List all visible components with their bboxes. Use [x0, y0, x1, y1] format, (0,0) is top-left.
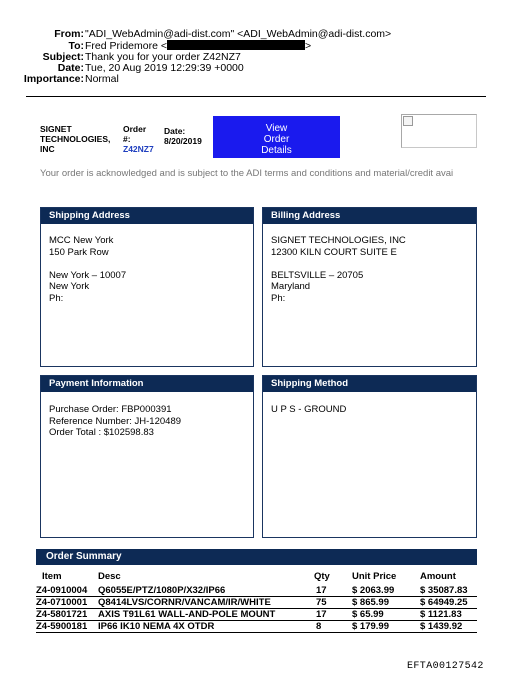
- importance-value: Normal: [85, 73, 119, 85]
- order-number-block: Order #: Z42NZ7: [123, 124, 154, 154]
- billing-address-panel: [262, 207, 477, 367]
- cell-qty: 17: [314, 585, 348, 597]
- cell-item: Z4-0910004: [36, 585, 98, 597]
- cell-qty: 8: [314, 621, 348, 633]
- billing-line: SIGNET TECHNOLOGIES, INC: [271, 235, 406, 246]
- billing-line: Maryland: [271, 281, 311, 292]
- panel-title: Shipping Address: [41, 208, 253, 224]
- payment-information-panel: [40, 375, 254, 538]
- shipping-line: Ph:: [49, 292, 64, 304]
- order-summary-title: Order Summary: [36, 549, 477, 565]
- shipping-method-value: U P S - GROUND: [271, 404, 347, 415]
- col-item: Item: [42, 571, 62, 582]
- subject-value: Thank you for your order Z42NZ7: [85, 51, 241, 63]
- table-row: [36, 597, 477, 609]
- cell-item: Z4-0710001: [36, 597, 98, 609]
- importance-label: Importance:: [23, 73, 84, 85]
- cell-qty: 75: [314, 597, 348, 609]
- header-divider: [26, 96, 486, 97]
- payment-line: Reference Number: JH-120489: [49, 415, 182, 427]
- cell-item: Z4-5900181: [36, 621, 98, 633]
- date-value: Tue, 20 Aug 2019 12:29:39 +0000: [85, 62, 244, 74]
- billing-line: 12300 KILN COURT SUITE E: [271, 246, 397, 258]
- shipping-line: MCC New York: [49, 235, 114, 246]
- view-order-details-button[interactable]: View Order Details: [213, 116, 340, 158]
- redaction-box: [167, 40, 305, 50]
- cell-amount: $ 1439.92: [414, 621, 477, 633]
- company-name: SIGNET TECHNOLOGIES, INC: [40, 124, 111, 154]
- payment-line: Order Total : $102598.83: [49, 427, 154, 438]
- date-label: Date:: [57, 62, 84, 74]
- shipping-address-panel: [40, 207, 254, 367]
- shipping-method-panel: [262, 375, 477, 538]
- shipping-line: New York – 10007: [49, 269, 127, 281]
- cell-unit-price: $ 65.99: [348, 609, 414, 621]
- broken-image-icon: [403, 116, 413, 126]
- cell-desc: AXIS T91L61 WALL-AND-POLE MOUNT: [98, 609, 314, 621]
- table-row: [36, 609, 477, 621]
- shipping-line: 150 Park Row: [49, 246, 109, 258]
- cell-unit-price: $ 865.99: [348, 597, 414, 609]
- panel-title: Shipping Method: [263, 376, 476, 392]
- shipping-line: New York: [49, 281, 90, 292]
- from-label: From:: [54, 28, 84, 40]
- table-row: [36, 621, 477, 633]
- panel-title: Payment Information: [41, 376, 253, 392]
- from-value: "ADI_WebAdmin@adi-dist.com" <ADI_WebAdmin@adi-dist.com>: [85, 28, 392, 40]
- cell-desc: IP66 IK10 NEMA 4X OTDR: [98, 621, 314, 633]
- table-header-row: [36, 568, 477, 585]
- cell-desc: Q8414LVS/CORNR/VANCAM/IR/WHITE: [98, 597, 314, 609]
- to-value: Fred Pridemore < >: [85, 40, 312, 52]
- table-row: [36, 585, 477, 597]
- col-amount: Amount: [420, 571, 456, 582]
- cell-unit-price: $ 2063.99: [348, 585, 414, 597]
- billing-line: BELTSVILLE – 20705: [271, 269, 364, 281]
- cell-desc: Q6055E/PTZ/1080P/X32/IP66: [98, 585, 314, 597]
- billing-line: Ph:: [271, 292, 286, 304]
- acknowledgement-text: Your order is acknowledged and is subject to the ADI terms and conditions and material/credit avai: [40, 168, 454, 179]
- broken-image-placeholder: [401, 114, 477, 148]
- cell-unit-price: $ 179.99: [348, 621, 414, 633]
- col-unit-price: Unit Price: [352, 571, 397, 582]
- panel-title: Billing Address: [263, 208, 476, 224]
- col-qty: Qty: [314, 571, 330, 582]
- subject-label: Subject:: [42, 51, 84, 63]
- document-id: EFTA00127542: [407, 661, 484, 672]
- order-date-block: Date: 8/20/2019: [164, 126, 202, 146]
- to-label: To:: [68, 40, 84, 52]
- col-desc: Desc: [98, 571, 121, 582]
- order-number: Z42NZ7: [123, 144, 154, 154]
- cell-amount: $ 64949.25: [414, 597, 477, 609]
- payment-line: Purchase Order: FBP000391: [49, 404, 172, 415]
- cell-amount: $ 35087.83: [414, 585, 477, 597]
- cell-item: Z4-5801721: [36, 609, 98, 621]
- order-items-table: [36, 568, 477, 633]
- cell-qty: 17: [314, 609, 348, 621]
- cell-amount: $ 1121.83: [414, 609, 477, 621]
